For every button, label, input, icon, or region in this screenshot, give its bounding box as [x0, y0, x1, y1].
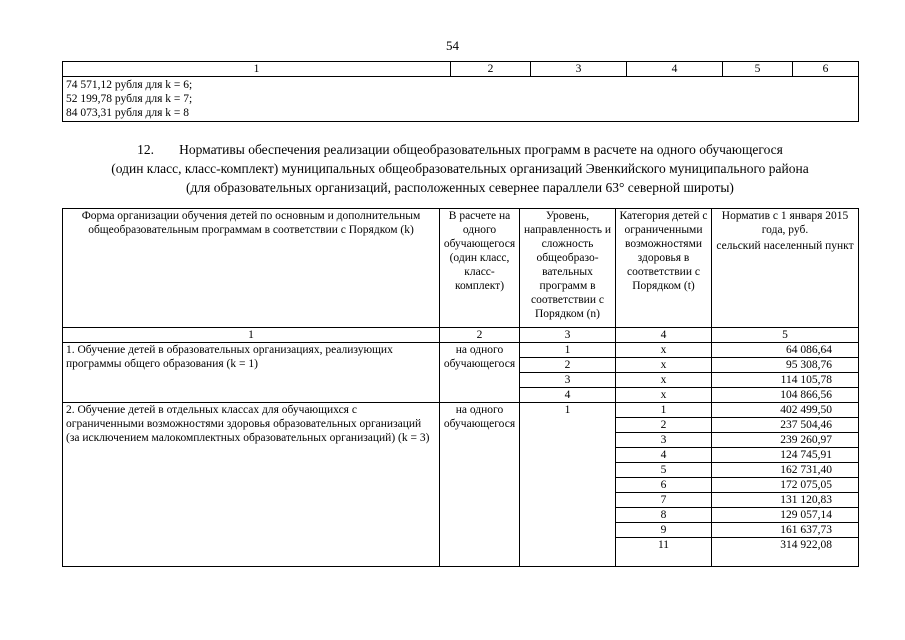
- level-cell: 1: [520, 403, 616, 567]
- value-cell: 172 075,05: [712, 478, 859, 493]
- normative-lines-cell: [63, 77, 859, 122]
- table-row: [63, 343, 859, 358]
- normatives-table: [62, 208, 859, 567]
- col-number: 2: [440, 328, 520, 343]
- section-title-line: (для образовательных организаций, расположенных севернее параллели 63° северной широты): [186, 180, 734, 195]
- value-cell: 124 745,91: [712, 448, 859, 463]
- category-cell: 9: [616, 523, 712, 538]
- table-row: [63, 403, 859, 418]
- value-cell: 131 120,83: [712, 493, 859, 508]
- col-number: 4: [627, 62, 723, 77]
- col-number: 3: [520, 328, 616, 343]
- col-number: 3: [531, 62, 627, 77]
- per-cell: на одного обучающегося: [440, 343, 520, 403]
- col-number: 4: [616, 328, 712, 343]
- category-cell: x: [616, 373, 712, 388]
- header-normative: [712, 209, 859, 328]
- header-per: В расчете на одного обучающегося (один класс, класс-комплект): [440, 209, 520, 328]
- col-number: 1: [63, 328, 440, 343]
- category-cell: 1: [616, 403, 712, 418]
- category-cell: 11: [616, 538, 712, 567]
- category-cell: 5: [616, 463, 712, 478]
- value-cell: 314 922,08: [712, 538, 859, 567]
- header-category: Категория детей с ограниченными возможностями здоровья в соответствии с Порядком (t): [616, 209, 712, 328]
- value-cell: 162 731,40: [712, 463, 859, 478]
- value-cell: 129 057,14: [712, 508, 859, 523]
- per-cell: на одного обучающегося: [440, 403, 520, 567]
- level-cell: 1: [520, 343, 616, 358]
- category-cell: 8: [616, 508, 712, 523]
- level-cell: 4: [520, 388, 616, 403]
- column-number-row: [63, 328, 859, 343]
- category-cell: 2: [616, 418, 712, 433]
- value-cell: 237 504,46: [712, 418, 859, 433]
- table-header-row: [63, 209, 859, 328]
- level-cell: 3: [520, 373, 616, 388]
- category-cell: 7: [616, 493, 712, 508]
- level-cell: 2: [520, 358, 616, 373]
- value-cell: 114 105,78: [712, 373, 859, 388]
- col-number: 5: [723, 62, 793, 77]
- value-cell: 402 499,50: [712, 403, 859, 418]
- category-cell: x: [616, 388, 712, 403]
- form-cell: 1. Обучение детей в образовательных организациях, реализующих программы общего образования (k = 1): [63, 343, 440, 403]
- category-cell: 6: [616, 478, 712, 493]
- value-cell: 104 866,56: [712, 388, 859, 403]
- section-title-line: (один класс, класс-комплект) муниципальных общеобразовательных организаций Эвенкийского муниципального района: [111, 161, 809, 176]
- normative-line: 84 073,31 рубля для k = 8: [66, 107, 190, 119]
- category-cell: x: [616, 358, 712, 373]
- header-normative-sub: сельский населенный пункт: [716, 240, 854, 252]
- category-cell: 3: [616, 433, 712, 448]
- value-cell: 64 086,64: [712, 343, 859, 358]
- col-number: 6: [793, 62, 859, 77]
- form-cell: 2. Обучение детей в отдельных классах для обучающихся с ограниченными возможностями здоровья образовательных организаций (за исключением малокомплектных образовательных организаций) (k = 3): [63, 403, 440, 567]
- page-number: 54: [446, 38, 459, 53]
- normative-line: 74 571,12 рубля для k = 6;: [66, 79, 193, 91]
- section-heading: [62, 140, 858, 197]
- header-level: Уровень, направленность и сложность общеобразо-вательных программ в соответствии с Порядком (n): [520, 209, 616, 328]
- continued-table: [62, 61, 859, 122]
- col-number: 1: [63, 62, 451, 77]
- value-cell: 161 637,73: [712, 523, 859, 538]
- col-number: 2: [451, 62, 531, 77]
- col-number: 5: [712, 328, 859, 343]
- value-cell: 95 308,76: [712, 358, 859, 373]
- category-cell: 4: [616, 448, 712, 463]
- normative-line: 52 199,78 рубля для k = 7;: [66, 93, 193, 105]
- header-normative-title: Норматив с 1 января 2015 года, руб.: [721, 210, 849, 236]
- header-form: Форма организации обучения детей по основным и дополнительным общеобразовательным программам в соответствии с Порядком (k): [63, 209, 440, 328]
- column-number-row: [63, 62, 859, 77]
- section-number: 12.: [137, 142, 154, 157]
- section-title-line: Нормативы обеспечения реализации общеобразовательных программ в расчете на одного обучающегося: [179, 142, 783, 157]
- table-row: [63, 77, 859, 122]
- value-cell: 239 260,97: [712, 433, 859, 448]
- category-cell: x: [616, 343, 712, 358]
